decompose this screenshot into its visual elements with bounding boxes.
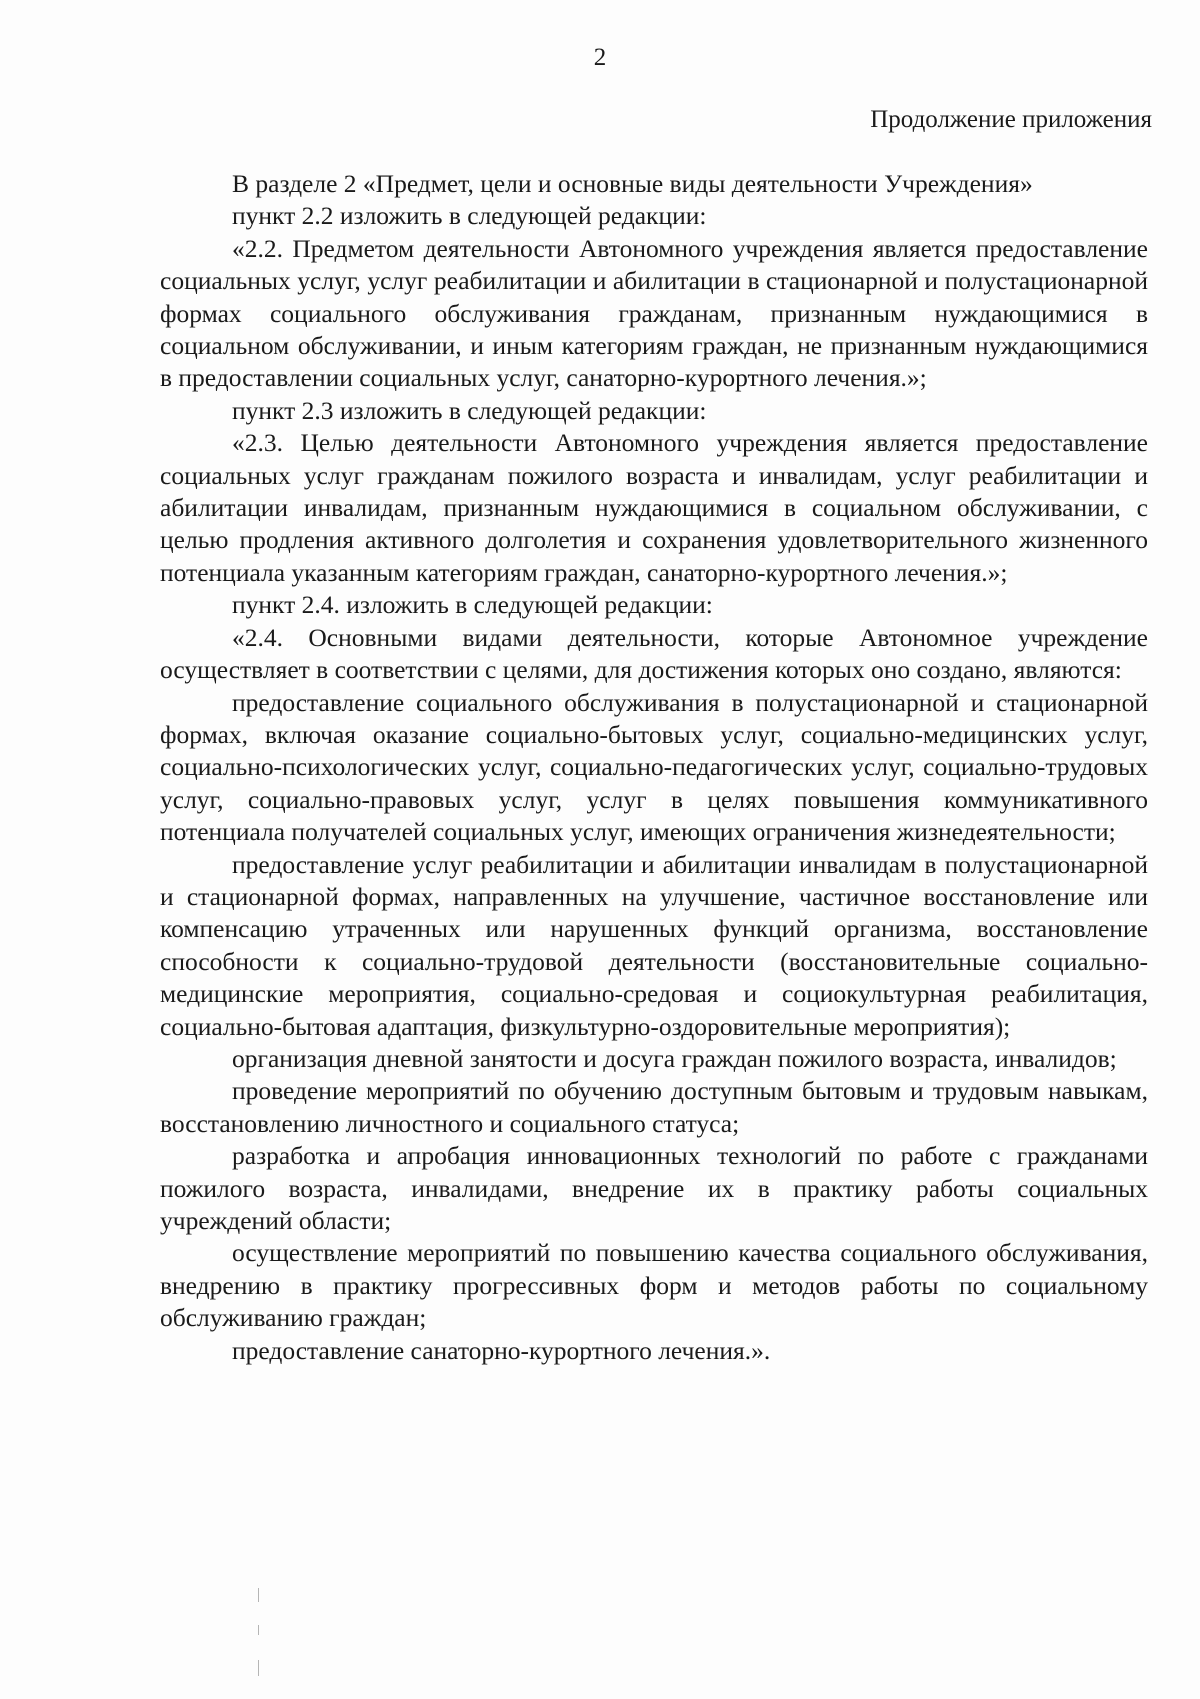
section-intro: В разделе 2 «Предмет, цели и основные виды деятельности Учреждения» xyxy=(232,169,1033,198)
activity-item: осуществление мероприятий по повышению качества социального обслуживания, внедрению в практику прогрессивных форм и методов работы по социальному обслуживанию граждан; xyxy=(160,1238,1148,1333)
activity-item: предоставление услуг реабилитации и абилитации инвалидам в полустационарной и стационарной формах, направленных на улучшение, частичное восстановление или компенсацию утраченных или нарушенных функций организма, восстановление способности к социально-трудовой деятельности (восстановительные социально-медицинские мероприятия, социально-средовая и социокультурная реабилитация, социально-бытовая адаптация, физкультурно-оздоровительные мероприятия); xyxy=(160,849,1148,1041)
page-number: 2 xyxy=(593,44,607,71)
clause-2-2: «2.2. Предметом деятельности Автономного учреждения является предоставление социальных услуг, услуг реабилитации и абилитации в стационарной и полустационарной формах социального обслуживания гражданам, признанным нуждающимися в социальном обслуживании, и иным категориям граждан, не признанным нуждающимися в предоставлении социальных услуг, санаторно-курортного лечения.»; xyxy=(160,233,1148,393)
scan-artifact-mark xyxy=(258,1625,259,1635)
scan-artifact-mark xyxy=(258,1588,259,1602)
document-body xyxy=(160,168,1148,1367)
amend-instruction-2-4: пункт 2.4. изложить в следующей редакции: xyxy=(232,590,713,620)
activity-item: разработка и апробация инновационных технологий по работе с гражданами пожилого возраста, инвалидами, внедрение их в практику работы социальных учреждений области; xyxy=(160,1141,1148,1235)
activity-item: предоставление социального обслуживания в полустационарной и стационарной формах, включая оказание социально-бытовых услуг, социально-медицинских услуг, социально-психологических услуг, социально-педагогических услуг, социально-трудовых услуг, социально-правовых услуг, услуг в целях повышения коммуникативного потенциала получателей социальных услуг, имеющих ограничения жизнедеятельности; xyxy=(160,687,1148,847)
clause-2-3: «2.3. Целью деятельности Автономного учреждения является предоставление социальных услуг гражданам пожилого возраста и инвалидам, услуг реабилитации и абилитации инвалидам, признанным нуждающимися в социальном обслуживании, с целью продления активного долголетия и сохранения удовлетворительного жизненного потенциала указанным категориям граждан, санаторно-курортного лечения.»; xyxy=(160,428,1148,587)
continuation-label: Продолжение приложения xyxy=(870,106,1152,133)
amend-instruction-2-2: пункт 2.2 изложить в следующей редакции: xyxy=(232,201,707,231)
activity-item: предоставление санаторно-курортного лечения.». xyxy=(232,1335,771,1365)
clause-2-4-intro: «2.4. Основными видами деятельности, которые Автономное учреждение осуществляет в соответствии с целями, для достижения которых оно создано, являются: xyxy=(160,622,1148,685)
activity-item: организация дневной занятости и досуга граждан пожилого возраста, инвалидов; xyxy=(232,1043,1117,1073)
scan-artifact-mark xyxy=(258,1660,259,1676)
activity-item: проведение мероприятий по обучению доступным бытовым и трудовым навыкам, восстановлению личностного и социального статуса; xyxy=(160,1076,1148,1138)
amend-instruction-2-3: пункт 2.3 изложить в следующей редакции: xyxy=(232,395,707,425)
